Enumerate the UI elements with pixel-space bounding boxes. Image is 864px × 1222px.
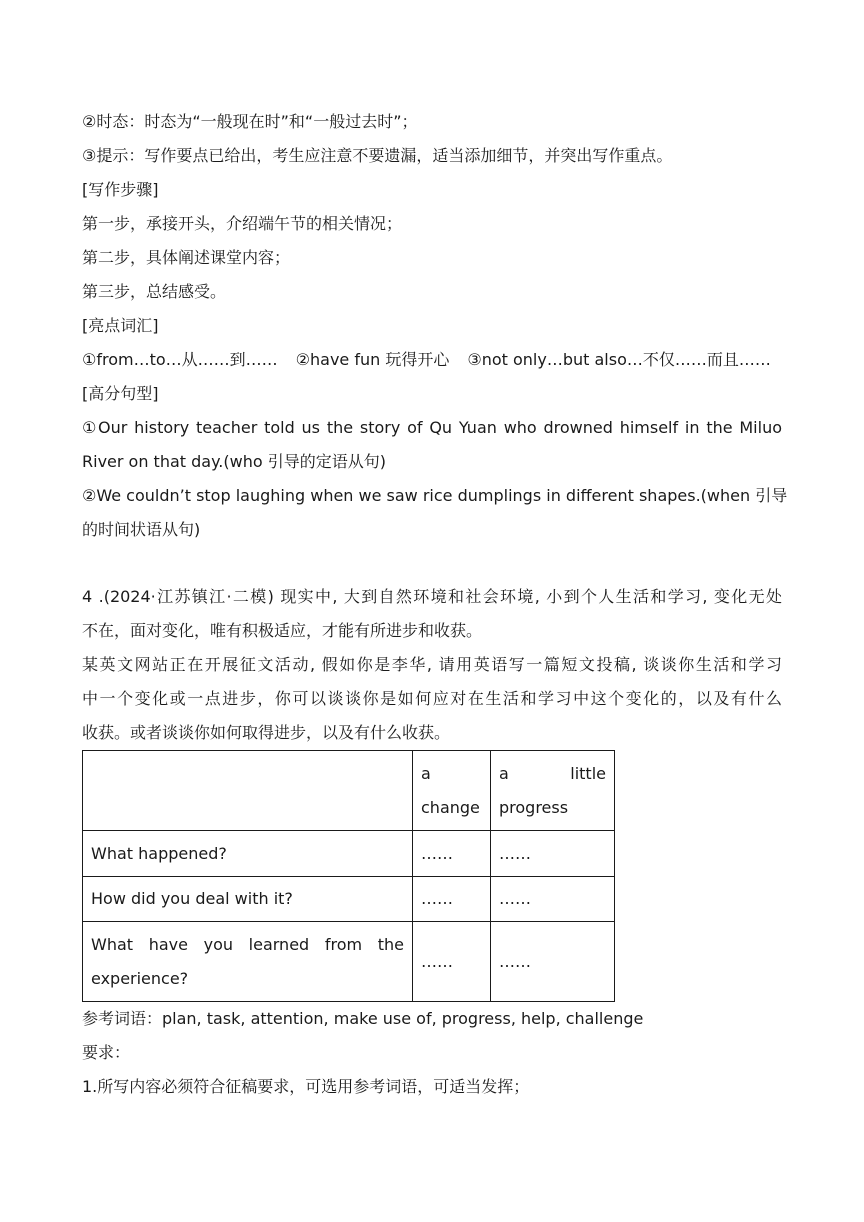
vocab-item-1: ①from…to…从……到…… [82,350,278,369]
row-label: What have you learned from the experience? [83,922,413,1002]
vocab-heading: [亮点词汇] [82,316,159,335]
tips-line: ③提示：写作要点已给出，考生应注意不要遗漏，适当添加细节，并突出写作重点。 [82,146,673,165]
question-4-line-3: 某英文网站正在开展征文活动, 假如你是李华, 请用英语写一篇短文投稿, 谈谈你生活和学习 [82,655,782,674]
sentence-1-line-1: ①Our history teacher told us the story of Qu Yuan who drowned himself in the Miluo [82,418,782,437]
table-header-empty [83,751,413,831]
sentence-2-line-2: 的时间状语从句) [82,520,201,539]
sentence-1-line-2: River on that day.(who 引导的定语从句) [82,452,386,471]
sentence-heading: [高分句型] [82,384,159,403]
vocab-line [82,343,782,377]
question-4-line-1: 4 .(2024·江苏镇江·二模) 现实中, 大到自然环境和社会环境, 小到个人生活和学习, 变化无处 [82,587,782,606]
steps-heading: [写作步骤] [82,180,159,199]
reference-words: 参考词语：plan, task, attention, make use of, progress, help, challenge [82,1009,644,1028]
row-label: How did you deal with it? [83,877,413,922]
step-2: 第二步，具体阐述课堂内容； [82,248,291,267]
table-header-progress: a little progress [491,751,615,831]
row-change-cell: …… [413,922,491,1002]
sentence-2-line-1: ②We couldn’t stop laughing when we saw rice dumplings in different shapes.(when 引导 [82,486,788,505]
vocab-item-3: ③not only…but also…不仅……而且…… [467,350,771,369]
row-progress-cell: …… [491,922,615,1002]
requirement-1: 1.所写内容必须符合征稿要求，可选用参考词语，可适当发挥； [82,1077,530,1096]
row-label: What happened? [83,831,413,877]
table-row [83,877,615,922]
vocab-item-2: ②have fun 玩得开心 [295,350,450,369]
question-4-line-5: 收获。或者谈谈你如何取得进步，以及有什么收获。 [82,723,451,742]
row-change-cell: …… [413,877,491,922]
requirements-heading: 要求： [82,1043,131,1062]
step-3: 第三步，总结感受。 [82,282,227,301]
question-4-line-4: 中一个变化或一点进步，你可以谈谈你是如何应对在生活和学习中这个变化的，以及有什么 [82,689,782,708]
writing-table [82,750,615,1002]
step-1: 第一步，承接开头，介绍端午节的相关情况； [82,214,403,233]
table-row [83,922,615,1002]
tense-line: ②时态：时态为“一般现在时”和“一般过去时”； [82,112,418,131]
row-change-cell: …… [413,831,491,877]
table-row [83,831,615,877]
question-4-line-2: 不在，面对变化，唯有积极适应，才能有所进步和收获。 [82,621,483,640]
row-progress-cell: …… [491,831,615,877]
row-progress-cell: …… [491,877,615,922]
table-header-change: a change [413,751,491,831]
table-header-row [83,751,615,831]
